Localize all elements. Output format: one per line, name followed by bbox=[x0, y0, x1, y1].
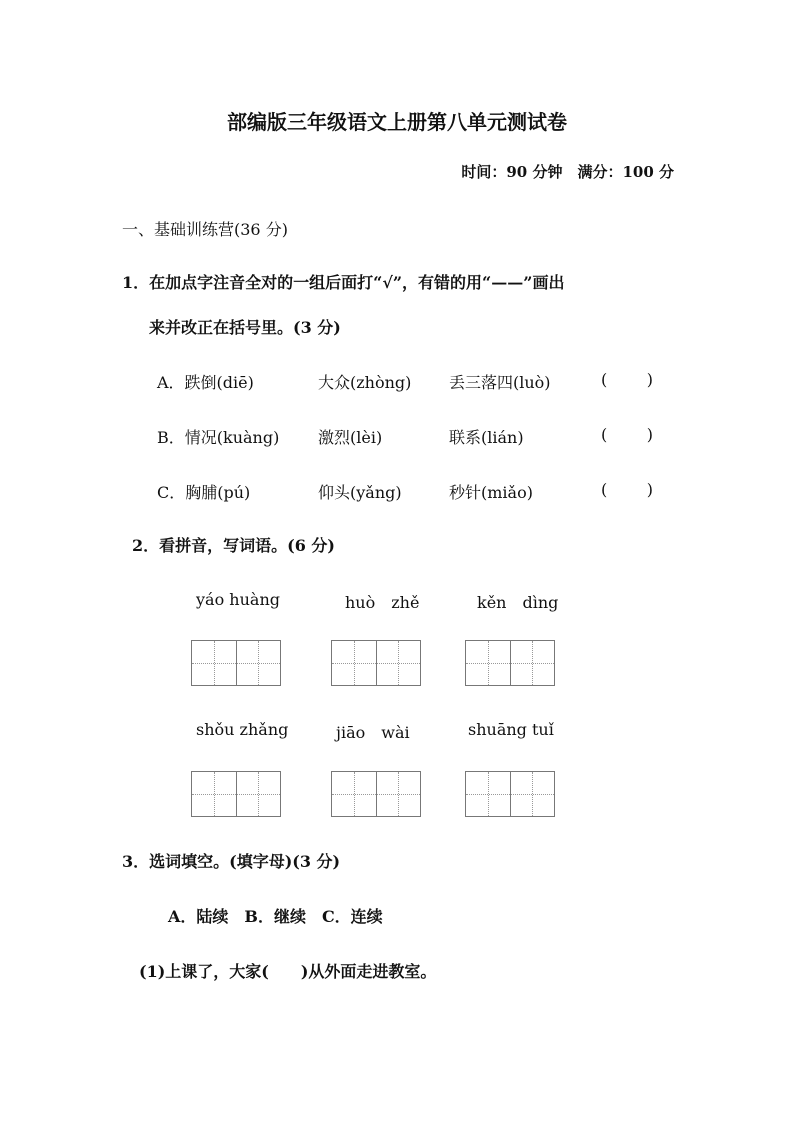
option-a-answer-blank[interactable] bbox=[601, 370, 653, 389]
pinyin-label: shuāng tuǐ bbox=[468, 720, 554, 739]
pinyin-label: huò zhě bbox=[345, 593, 420, 612]
pinyin-label: jiāo wài bbox=[336, 723, 410, 742]
question-1-line-1: 1．在加点字注音全对的一组后面打“√”，有错的用“——”画出 bbox=[122, 273, 565, 292]
question-3-label: 3．选词填空。(填字母)(3 分) bbox=[122, 852, 341, 871]
section-heading: 一、基础训练营(36 分) bbox=[122, 220, 288, 239]
open-paren: ( bbox=[601, 370, 608, 389]
option-c-word-2: 仰头(yǎng) bbox=[318, 483, 402, 502]
exam-meta: 时间：90 分钟 满分：100 分 bbox=[461, 163, 674, 181]
writing-grid[interactable] bbox=[191, 771, 281, 817]
word-choices: A．陆续 B．继续 C．连续 bbox=[168, 907, 383, 926]
option-a-word-1: A．跌倒(diē) bbox=[157, 373, 254, 392]
pinyin-label: shǒu zhǎng bbox=[196, 720, 289, 739]
option-a-word-3: 丢三落四(luò) bbox=[449, 373, 551, 392]
writing-grid[interactable] bbox=[465, 640, 555, 686]
writing-grid[interactable] bbox=[331, 640, 421, 686]
open-paren: ( bbox=[601, 425, 608, 444]
writing-grid[interactable] bbox=[191, 640, 281, 686]
pinyin-label: yáo huàng bbox=[196, 590, 280, 609]
option-a-word-2: 大众(zhòng) bbox=[318, 373, 412, 392]
question-1-line-2: 来并改正在括号里。(3 分) bbox=[149, 318, 341, 337]
option-c-answer-blank[interactable] bbox=[601, 480, 653, 499]
open-paren: ( bbox=[601, 480, 608, 499]
close-paren: ) bbox=[646, 370, 653, 389]
writing-grid[interactable] bbox=[331, 771, 421, 817]
close-paren: ) bbox=[646, 480, 653, 499]
option-c-word-3: 秒针(miǎo) bbox=[449, 483, 533, 502]
fill-in-item-1[interactable]: (1)上课了，大家( )从外面走进教室。 bbox=[139, 962, 437, 981]
option-b-word-3: 联系(lián) bbox=[449, 428, 524, 447]
page-title: 部编版三年级语文上册第八单元测试卷 bbox=[227, 110, 567, 134]
writing-grid[interactable] bbox=[465, 771, 555, 817]
option-b-word-1: B．情况(kuàng) bbox=[157, 428, 280, 447]
pinyin-label: kěn dìng bbox=[477, 593, 559, 612]
question-2-label: 2．看拼音，写词语。(6 分) bbox=[132, 536, 335, 555]
close-paren: ) bbox=[646, 425, 653, 444]
option-c-word-1: C．胸脯(pú) bbox=[157, 483, 251, 502]
option-b-answer-blank[interactable] bbox=[601, 425, 653, 444]
option-b-word-2: 激烈(lèi) bbox=[318, 428, 383, 447]
